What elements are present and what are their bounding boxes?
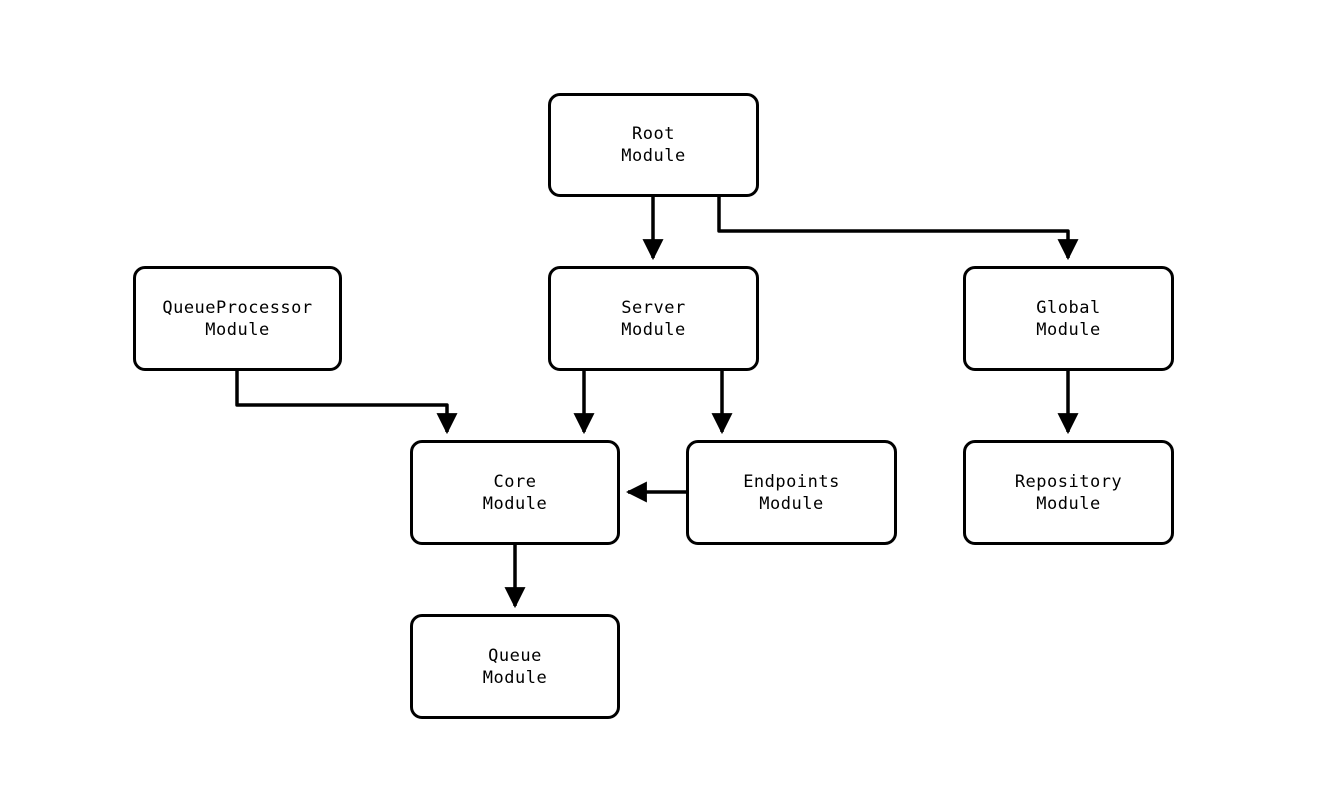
edge-queueprocessor-core (237, 371, 447, 432)
node-label-line2: Module (205, 319, 270, 340)
node-core-module[interactable] (410, 440, 620, 545)
node-root-module[interactable] (548, 93, 759, 197)
node-queueprocessor-module[interactable] (133, 266, 342, 371)
node-label-line2: Module (1036, 493, 1101, 514)
node-endpoints-module[interactable] (686, 440, 897, 545)
node-global-module[interactable] (963, 266, 1174, 371)
node-label-line2: Module (1036, 319, 1101, 340)
node-label-line1: Endpoints (743, 471, 840, 492)
node-queue-module[interactable] (410, 614, 620, 719)
node-label-line2: Module (621, 319, 686, 340)
edge-root-global (719, 197, 1068, 258)
node-label-line2: Module (482, 493, 548, 514)
node-label-line1: Core (493, 471, 537, 492)
node-label-line1: Repository (1014, 471, 1123, 492)
node-label-line2: Module (482, 667, 548, 688)
node-label-line1: Queue (488, 645, 542, 666)
node-label-line1: Server (621, 297, 686, 318)
node-label-line2: Module (621, 146, 686, 166)
node-label-line1: Root (632, 124, 675, 144)
node-label-line1: Global (1036, 297, 1101, 318)
node-repository-module[interactable] (963, 440, 1174, 545)
node-label-line2: Module (759, 493, 824, 514)
node-label-line1: QueueProcessor (162, 297, 313, 318)
node-server-module[interactable] (548, 266, 759, 371)
